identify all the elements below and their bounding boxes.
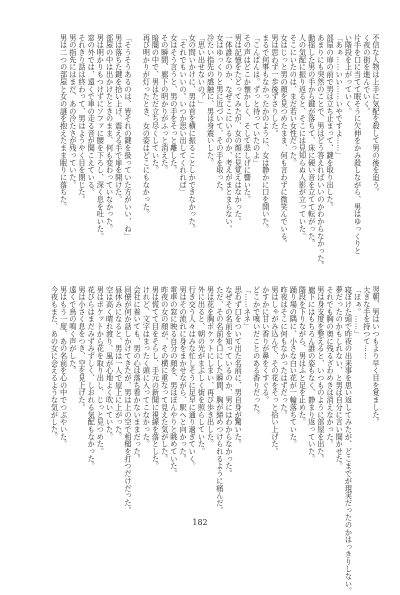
text-column: けれど、文字はまったく頭に入ってこなかった。 [142,286,152,448]
text-column: 今夜もまた、あの女に会えるような気がした。 [50,286,60,441]
text-column: 男はしゃがみ込んで、その花をそっと拾い上げた。 [270,286,280,456]
text-column: い階段を上がっていく。 [344,34,354,115]
text-column: 再び明かりが灯ったとき、女の姿はどこにもなかった。 [142,34,152,218]
text-column: 寝ぼけた頭で昨夜の出来事を思い返してみたが、どこまでが現実だったのかはっきりしない。 [344,286,354,595]
text-column: 女はじっと男の顔を見つめたまま、何も言わずに微笑んでいる。 [280,34,290,248]
text-column: 人の気配に振り返ると、そこには見知らぬ人影が立っていた。 [298,34,308,240]
text-column: 暗闇の中で、男はただ立ち尽くしていた。 [151,34,161,174]
text-column: かすかに甘い香りが鼻をくすぐる。 [261,286,271,404]
text-column: その瞬間、廊下の明かりがふっと消えた。 [160,34,170,174]
text-column: それきり話は終わって、男はようやく目を閉じた。 [78,34,87,204]
text-column: 花びらはまだみずみずしく、しおれる気配もなかった。 [87,286,97,470]
text-column: 男は記憶をたどってみたが、女の顔に見覚えはなかった。 [234,34,244,226]
text-column: 昼休みになると、男は一人で屋上に上がった。 [114,286,124,441]
text-column: 「ほぁ。……」 [353,286,363,338]
text-column: 女はそう言うと、男の手をそっと離した。 [169,34,179,174]
text-column: 女の問いかけに、男は首を横に振ることしかできなかった。 [188,34,198,233]
text-column: ただ、その名前を口にした瞬間、胸が締めつけられるように痛んだ。 [215,286,225,514]
text-column: まるで何事もなかったかのように、女は静かに口を開いた。 [261,34,271,233]
text-column: あまりにも突然のことで、男はどう答えればいいのかわからなかった。 [316,34,326,270]
text-column: 男は小さく息をつき、空を見上げた。 [78,286,87,411]
text-column: 男の指先にはまだ、あの冷たさが残っていた。 [68,34,78,189]
text-column: 「思い出せないの？」 [197,34,207,108]
text-column: なぜその名前を知っているのか、男にはわからなかった。 [225,286,234,478]
text-column: 踊り場の隅に、小さな白い花が一輪落ちていた。 [289,286,299,448]
text-column: 動揺した男の手から鍵が落ちて、床に硬い音を立てて転がった。 [307,34,317,248]
text-column: 空は高く晴れ渡り、風が心地よく吹いていた。 [105,286,115,441]
text-column: 廊下にはもちろん誰の姿もなく、静まり返っていた。 [307,286,317,463]
text-column: 部屋の扉の前で男は立ち止まって、鍵を取り出した。 [326,34,336,211]
text-column: 「そうそうあるのは、皆それの鍵を扱っていた方がいい、ね」 [123,34,133,240]
text-column: 男は明かりもつけずにソファに腰を下ろし、深く息を吐いた。 [96,34,106,240]
text-column: 昨夜の女の顔が、その横に重なって見えた気がした。 [160,286,170,463]
text-column: 階段を下りながら、男はふと足を止めた。 [298,286,308,426]
text-column: 男は落ちた鍵を拾い上げ、震える手で扉を開けた。 [114,34,124,204]
text-column: 男は二つの部屋と女の謎を抱えたまま眠りに落ちた。 [59,34,69,211]
text-column: 翌朝、男はいつもより早く目を覚ました。 [372,286,381,426]
text-column: 一体誰なのか、なぜここにいるのか、考えがまとまらない。 [225,34,234,233]
text-column: そこにいたのは、まだ若い女性だった。 [289,34,299,167]
upper-text-block [28,34,381,270]
text-column: 昨夜はそこに何もなかったはずだった。 [280,286,290,419]
text-column: 男は身支度を整えると、いつものように部屋を出た。 [316,286,326,463]
text-column: く夜の街を進んでいく。 [362,34,372,115]
text-column: 大きな手を持つて…… [362,286,372,360]
text-column: 不信な人物は上手に気配を殺して男の後を追う。 [372,34,381,196]
page-number: 182 [192,518,208,527]
text-column: 男は慌てて目をそらし、手元の新聞に視線を落とした。 [151,286,161,470]
text-column: それでも胸の奥に残るざわめきは消えなかった。 [326,286,336,448]
text-column: 「それでもいいの。いつか思い出してくれれば」 [179,34,189,196]
text-column: 部屋の中は出かけたときのまま、何も変わっていなかった。 [105,34,115,233]
text-column: 男は思わず一歩後ずさりした。 [270,34,280,137]
text-column: 「こんばんは。ずっと待っていたのよ」 [252,34,262,167]
text-column: 思わず口をついて出た名前に、男自身が驚いた。 [234,286,244,448]
text-column: 男はその流れに身をまかせながら、駅へと向かった。 [179,286,189,463]
text-column: 片手を口に当てて眠そうに欠伸をかみ殺しながら、男はゆっくりと [353,34,363,255]
text-column: 女はゆっくりと男に近づいて、その手を取った。 [215,34,225,196]
text-column: 男はポケットから花を取り出し、じっと見つめた。 [96,286,106,456]
text-column: 電車の窓に映る自分の顔を、男はぼんやりと眺めていた。 [169,286,179,478]
text-column: 夢だったのかもしれない、と男は自分に言い聞かせた。 [335,286,345,470]
text-column: 窓の外では、遠くで車の走る音が聞こえている。 [87,34,97,196]
text-column: どこかで嗅いだことのある香りだった。 [252,286,262,419]
text-column: 会社に着いても、男の心は落ち着かないままだった。 [133,286,143,463]
text-column: 男はもう一度、あの名前を心の中でつぶやいた。 [59,286,69,448]
text-column: 遠くで鳥の鳴く声がした。 [68,286,78,375]
text-column: 同僚が何か話しかけてきたが、男は上の空で相槌を打つだけだった。 [123,286,133,514]
text-column: 男は花を胸ポケットにしまい、再び歩き出した。 [206,286,216,448]
text-column: 冷たい指先の感触に、男は身震いした。 [206,34,216,167]
text-column: 「あぁ……いい……いやですよ……」 [335,34,345,159]
text-column: 「……ネネ」 [243,286,253,331]
text-column: 行き交う人々はみな忙しそうに足早に通り過ぎていく。 [188,286,198,470]
text-column: その声はどこか懐かしく、そして悲しげに響いた。 [243,34,253,204]
text-column: 外に出ると、朝の光がまぶしく街を照らしていた。 [197,286,207,456]
